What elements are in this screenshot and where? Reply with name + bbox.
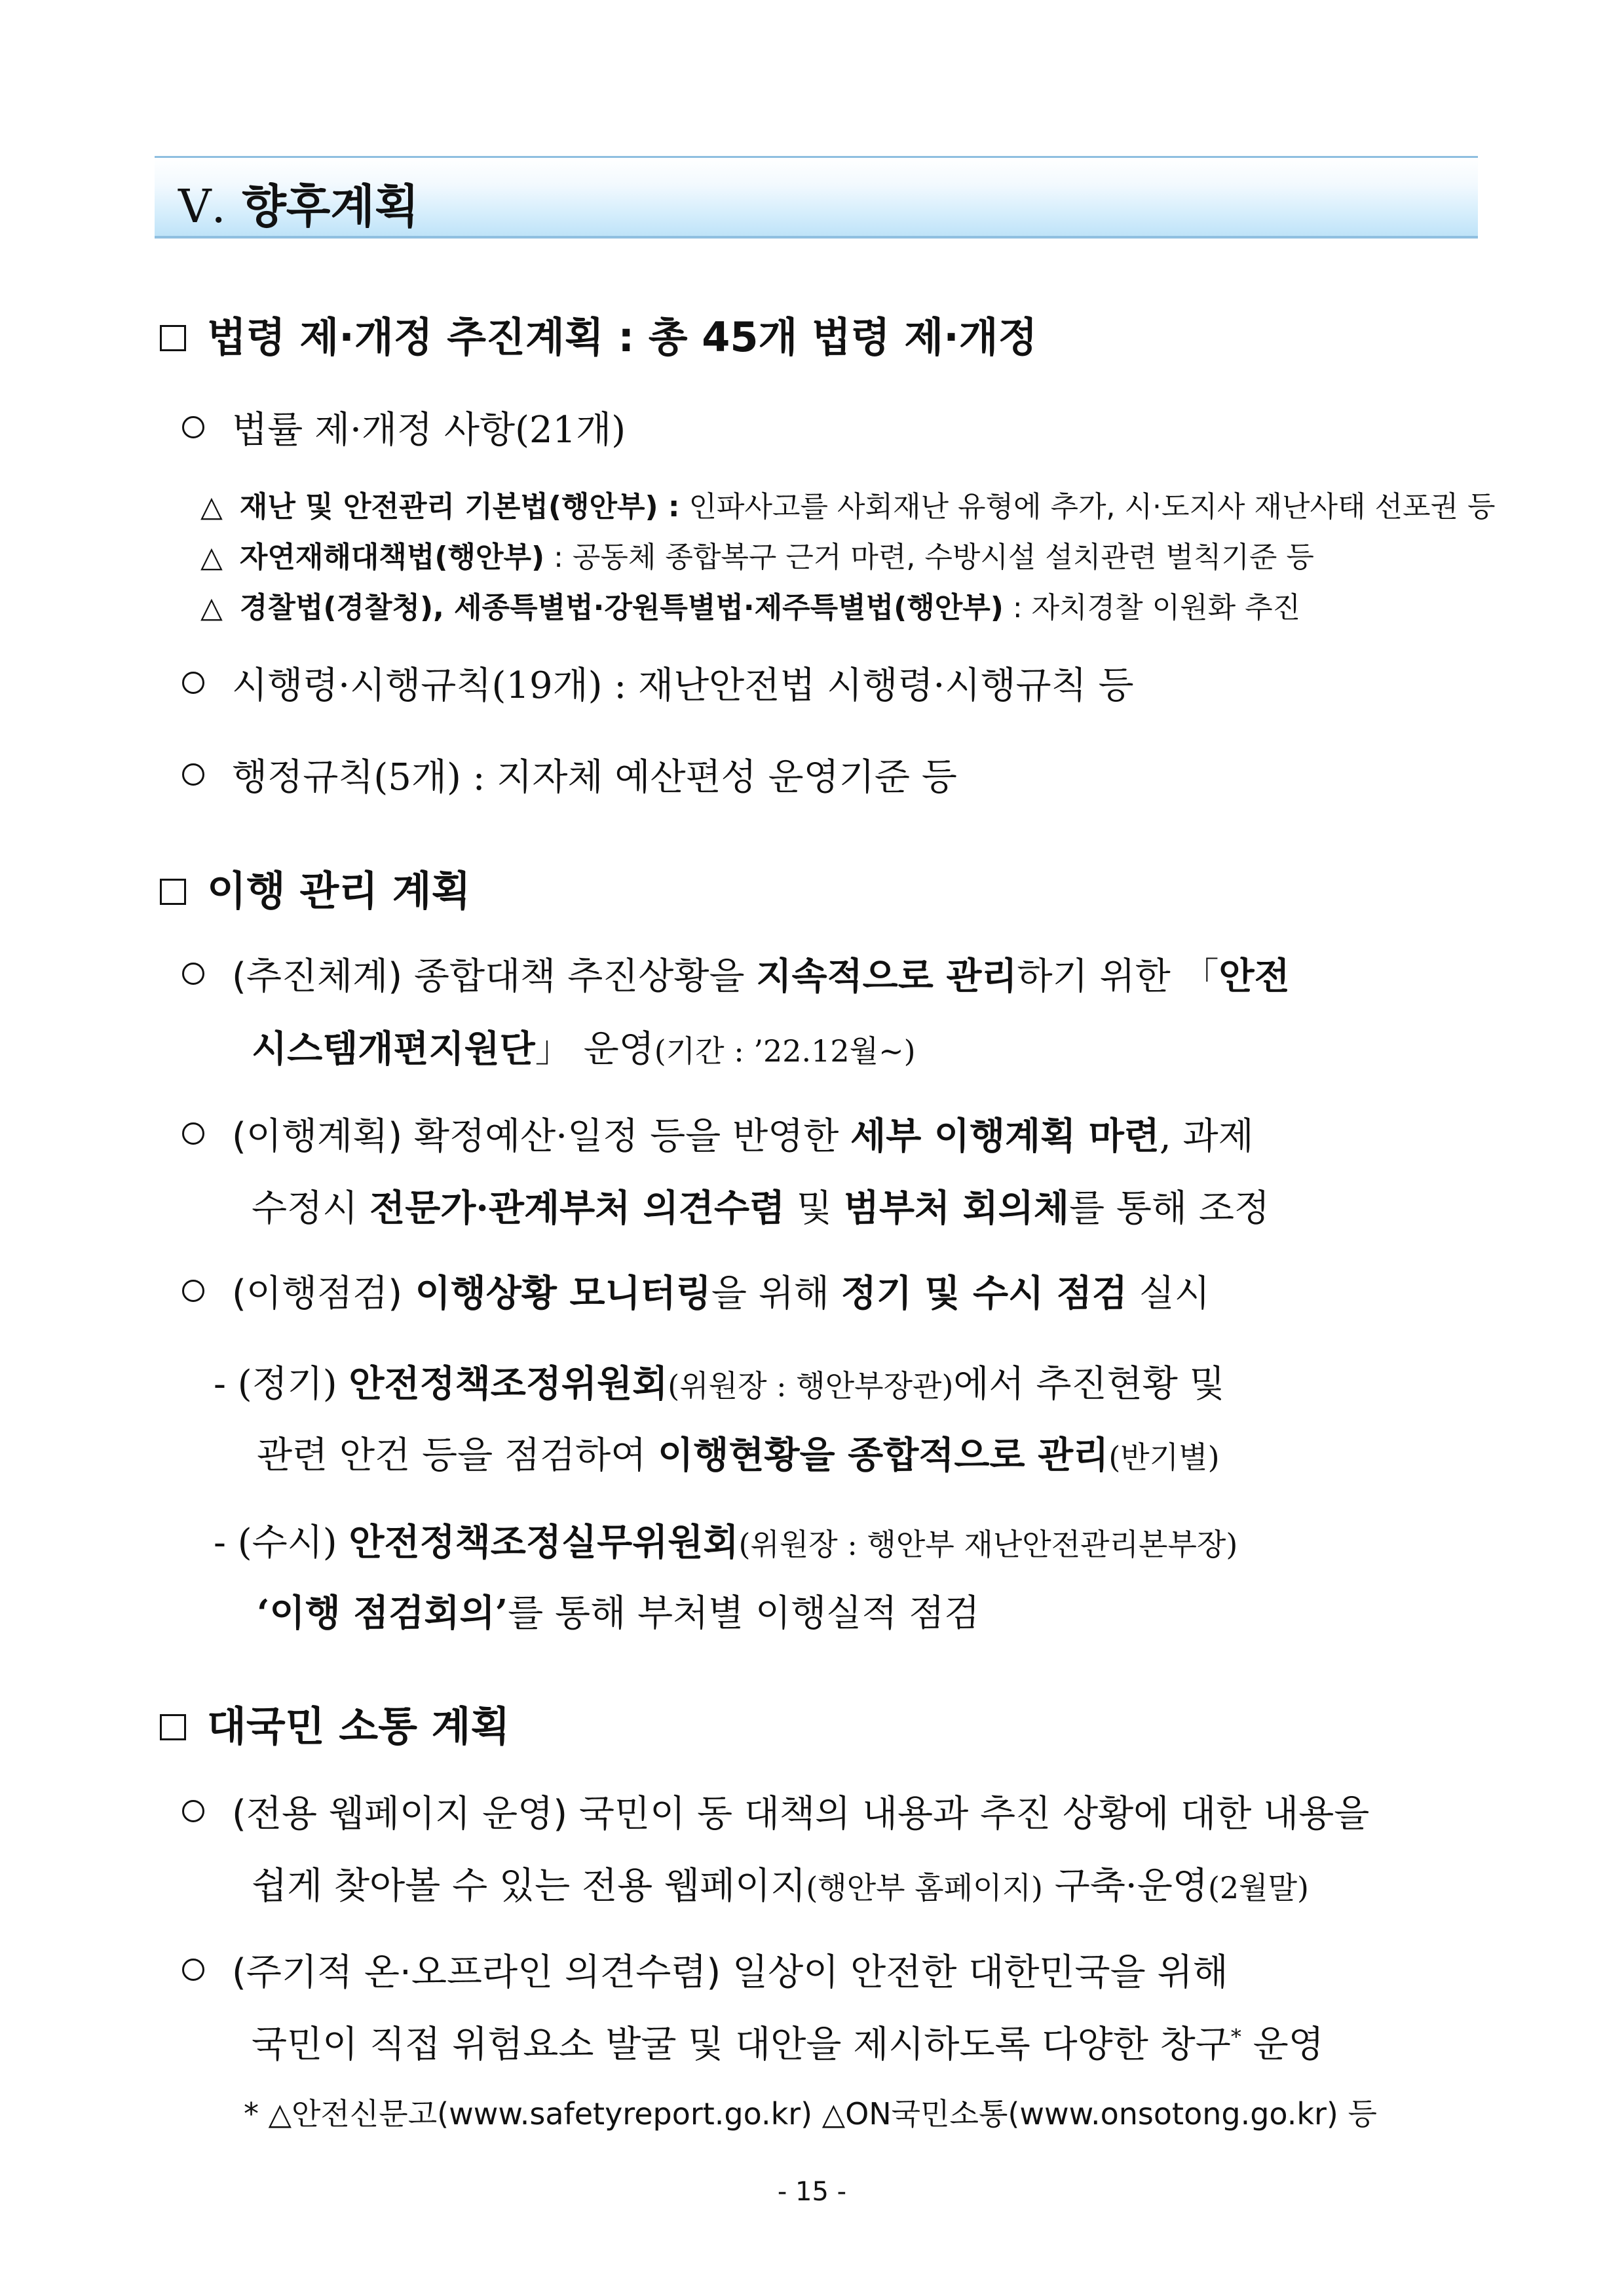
emphasis: 시스템개편지원단 [252, 1027, 535, 1071]
text: 실시 [1127, 1272, 1210, 1315]
circle-bullet-icon [182, 1800, 204, 1822]
site-note: (행안부 홈페이지) [806, 1870, 1043, 1905]
law-item-desc: : 공동체 종합복구 근거 마련, 수방시설 설치관련 벌칙기준 등 [544, 541, 1314, 574]
label: (주기적 온·오프라인 의견수렴) [232, 1951, 721, 1994]
emphasis: 안전 [1218, 955, 1290, 998]
checkbox-square-icon [160, 1714, 186, 1740]
text: 수정시 [252, 1187, 370, 1230]
emphasis: 범부처 회의체 [843, 1187, 1069, 1230]
chair-note: (위원장 : 행안부 재난안전관리본부장) [738, 1527, 1238, 1562]
label: (이행계획) [232, 1115, 403, 1158]
law-item-desc: 인파사고를 사회재난 유형에 추가, 시·도지사 재난사태 선포권 등 [679, 490, 1496, 524]
checkbox-square-icon [160, 879, 186, 905]
law-item [200, 483, 1495, 525]
law-item-name: 경찰법(경찰청), 세종특별법·강원특별법·제주특별법(행안부) [239, 591, 1004, 624]
period-note: (기간 : ’22.12월~) [654, 1033, 916, 1069]
emphasis: 안전정책조정위원회 [349, 1362, 668, 1406]
circle-bullet-icon [182, 1280, 204, 1302]
impl-adhoc-line2 [257, 1584, 979, 1637]
heading-implementation-text: 이행 관리 계획 [207, 867, 471, 915]
emphasis: ‘이행 점검회의’ [257, 1592, 508, 1635]
circle-bullet-icon [182, 416, 204, 438]
text: , 과제 [1159, 1115, 1254, 1158]
bullet-laws [182, 401, 626, 453]
section-title [178, 170, 419, 236]
emphasis: 이행상황 모니터링 [402, 1272, 711, 1315]
law-item-name: 재난 및 안전관리 기본법(행안부) : [239, 490, 680, 524]
label: (전용 웹페이지 운영) [232, 1793, 568, 1835]
text: 구축·운영 [1042, 1865, 1208, 1907]
text: 」 운영 [535, 1028, 654, 1071]
text: 를 통해 조정 [1068, 1187, 1270, 1230]
text: - (정기) [214, 1363, 349, 1406]
heading-communication-text: 대국민 소통 계획 [207, 1702, 510, 1750]
text: 을 위해 [711, 1272, 841, 1315]
bullet-decree-text: 시행령·시행규칙(19개) : 재난안전법 시행령·시행규칙 등 [232, 664, 1134, 707]
footnote-marker: * [1230, 2024, 1241, 2050]
circle-bullet-icon [182, 1959, 204, 1981]
text: 를 통해 부처별 이행실적 점검 [508, 1592, 980, 1635]
circle-bullet-icon [182, 1122, 204, 1145]
heading-laws-text: 법령 제·개정 추진계획 : 총 45개 법령 제·개정 [207, 313, 1038, 361]
emphasis: 안전정책조정실무위원회 [349, 1521, 739, 1564]
impl-plan-line2 [252, 1179, 1270, 1232]
section-title-text: 향후계획 [242, 180, 419, 233]
impl-check-line [182, 1265, 1210, 1317]
triangle-icon: △ [200, 541, 223, 574]
section-numeral: Ⅴ. [178, 180, 226, 233]
law-item [200, 584, 1300, 626]
text: 일상이 안전한 대한민국을 위해 [721, 1951, 1228, 1994]
bullet-admin [182, 748, 957, 801]
heading-implementation [160, 858, 471, 917]
law-item [200, 533, 1314, 575]
schedule-note: (2월말) [1207, 1870, 1309, 1905]
text: 및 [785, 1187, 844, 1230]
emphasis: 지속적으로 관리 [756, 955, 1017, 998]
text: 종합대책 추진상황을 [402, 955, 757, 998]
heading-communication [160, 1694, 510, 1752]
bullet-decree [182, 657, 1134, 709]
section-banner [155, 156, 1478, 239]
bullet-admin-text: 행정규칙(5개) : 지자체 예산편성 운영기준 등 [232, 756, 957, 799]
footnote: * △안전신문고(www.safetyreport.go.kr) △ON국민소통(www.onsotong.go.kr) 등 [244, 2096, 1377, 2132]
label: (추진체계) [232, 955, 403, 998]
law-item-desc: : 자치경찰 이원화 추진 [1003, 591, 1301, 624]
label: (이행점검) [232, 1272, 403, 1315]
impl-plan-line1 [182, 1107, 1254, 1160]
impl-regular-line1 [214, 1355, 1225, 1407]
comm-feedback-line2 [252, 2016, 1324, 2068]
frequency-note: (반기별) [1108, 1440, 1220, 1475]
comm-feedback-line1 [182, 1943, 1228, 1996]
impl-system-line2 [252, 1020, 916, 1073]
text: 운영 [1241, 2023, 1324, 2066]
chair-note: (위원장 : 행안부장관) [668, 1368, 954, 1404]
circle-bullet-icon [182, 763, 204, 786]
page-number: - 15 - [777, 2177, 847, 2207]
impl-system-line1 [182, 947, 1290, 1000]
comm-web-line2 [252, 1857, 1309, 1909]
emphasis: 세부 이행계획 마련 [850, 1115, 1160, 1158]
text: 에서 추진현황 및 [953, 1363, 1225, 1406]
triangle-icon: △ [200, 591, 223, 624]
comm-web-line1 [182, 1785, 1369, 1837]
text: 관련 안건 등을 점검하여 [257, 1434, 658, 1477]
circle-bullet-icon [182, 672, 204, 694]
impl-regular-line2 [257, 1426, 1220, 1479]
text: 하기 위한 「 [1017, 955, 1219, 998]
text: 국민이 동 대책의 내용과 추진 상황에 대한 내용을 [567, 1793, 1370, 1835]
text: 국민이 직접 위험요소 발굴 및 대안을 제시하도록 다양한 창구 [252, 2023, 1231, 2066]
text: - (수시) [214, 1521, 349, 1564]
text: 확정예산·일정 등을 반영한 [402, 1115, 851, 1158]
circle-bullet-icon [182, 963, 204, 985]
bullet-laws-text: 법률 제·개정 사항(21개) [232, 409, 626, 451]
emphasis: 정기 및 수시 점검 [840, 1272, 1127, 1315]
impl-adhoc-line1 [214, 1514, 1237, 1566]
heading-laws [160, 305, 1038, 363]
emphasis: 이행현황을 종합적으로 관리 [658, 1434, 1109, 1477]
law-item-name: 자연재해대책법(행안부) [239, 541, 545, 574]
emphasis: 전문가·관계부처 의견수렴 [369, 1187, 785, 1230]
text: 쉽게 찾아볼 수 있는 전용 웹페이지 [252, 1865, 806, 1907]
checkbox-square-icon [160, 325, 186, 351]
triangle-icon: △ [200, 490, 223, 524]
